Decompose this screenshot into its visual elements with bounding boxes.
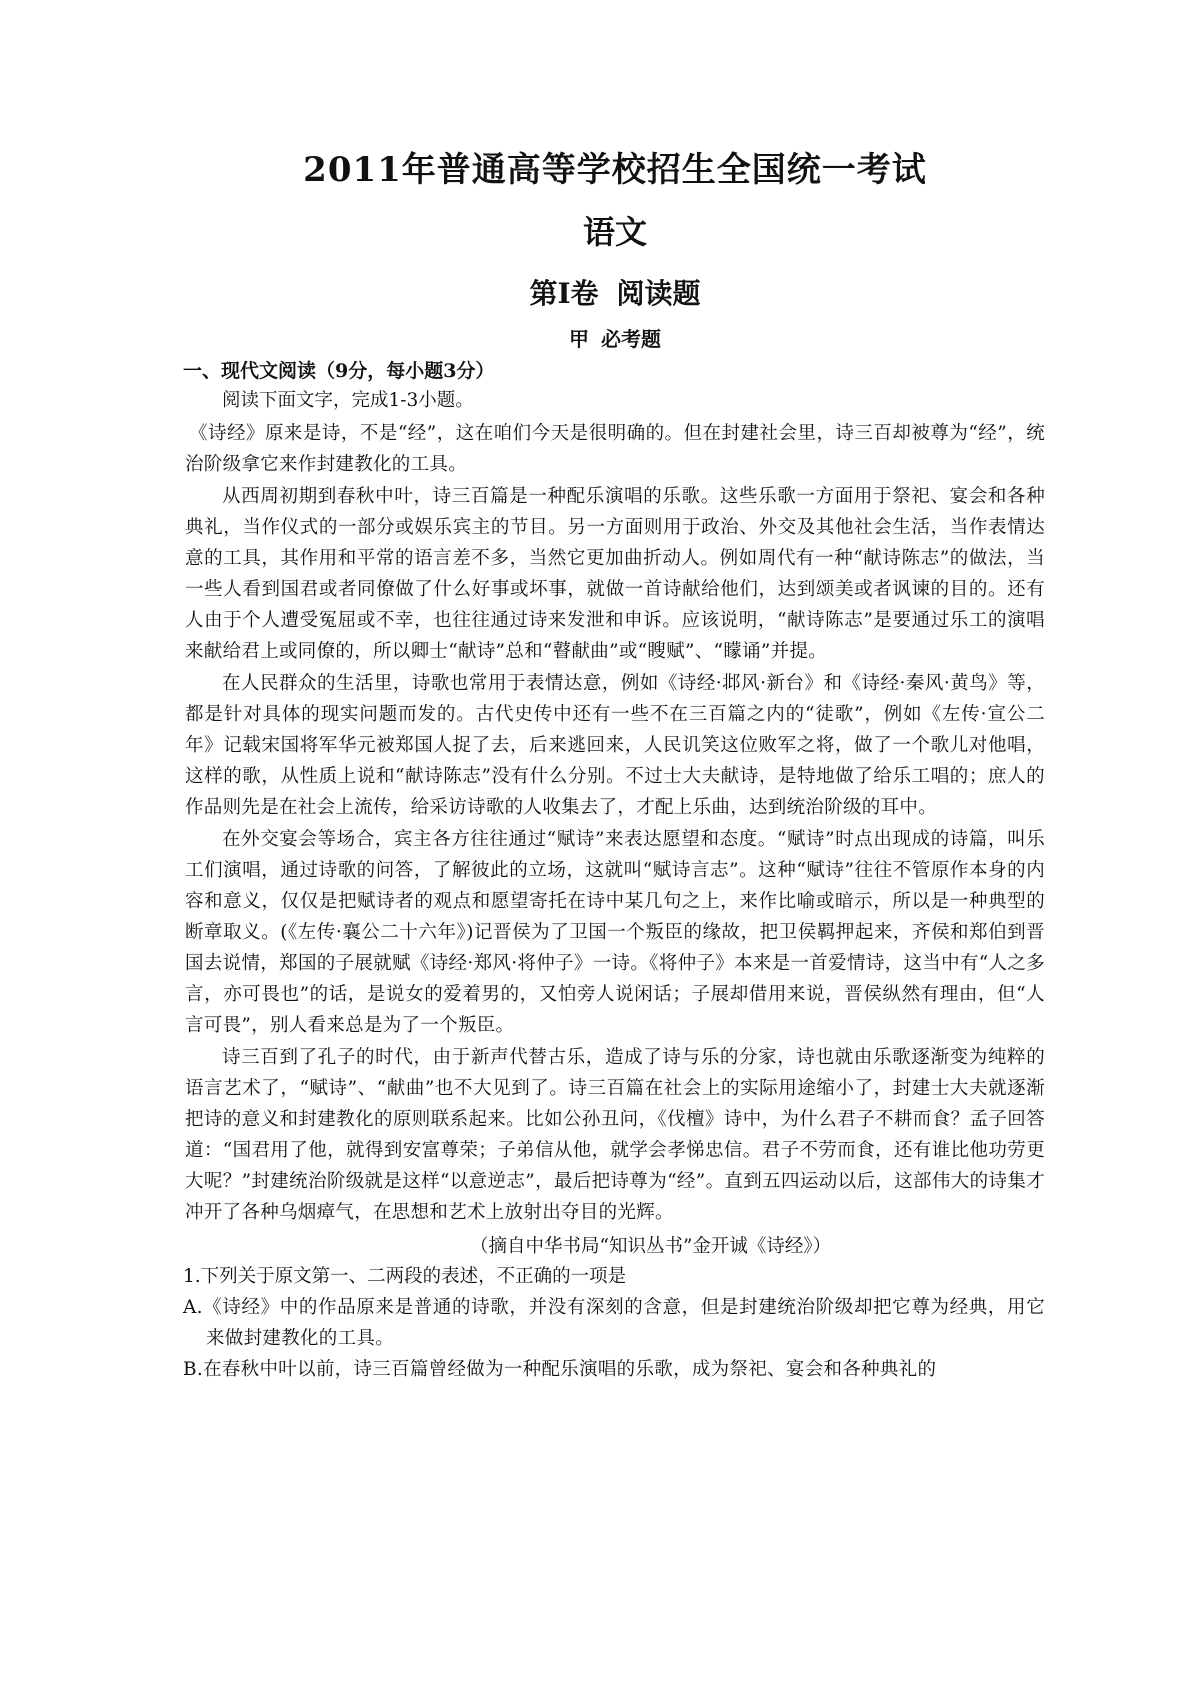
exam-title: 2011年普通高等学校招生全国统一考试 [303,150,927,190]
question-1-option-b: B.在春秋中叶以前，诗三百篇曾经做为一种配乐演唱的乐歌，成为祭祀、宴会和各种典礼的 [183,1359,937,1380]
exam-page [185,150,1045,1385]
part-label: 甲 [569,327,589,351]
passage-paragraph-5: 诗三百到了孔子的时代，由于新声代替古乐，造成了诗与乐的分家，诗也就由乐歌逐渐变为纯粹的语言艺术了，“赋诗”、“献曲”也不大见到了。诗三百篇在社会上的实际用途缩小了，封建士大夫就逐渐把诗的意义和封建教化的原则联系起来。比如公孙丑问，《伐檀》诗中，为什么君子不耕而食？孟子回答道：“国君用了他，就得到安富尊荣；子弟信从他，就学会孝悌忠信。君子不劳而食，还有谁比他功劳更大呢？”封建统治阶级就是这样“以意逆志”，最后把诗尊为“经”。直到五四运动以后，这部伟大的诗集才冲开了各种乌烟瘴气，在思想和艺术上放射出夺目的光辉。 [185,1047,1045,1223]
part-name: 必考题 [601,327,661,351]
part-heading [185,326,1045,352]
passage-paragraph-1: 《诗经》原来是诗，不是“经”，这在咱们今天是很明确的。但在封建社会里，诗三百却被尊为“经”，统治阶级拿它来作封建教化的工具。 [185,423,1045,475]
reading-instruction: 阅读下面文字，完成1-3小题。 [222,390,474,411]
question-1-stem: 1.下列关于原文第一、二两段的表述，不正确的一项是 [183,1266,627,1287]
passage-paragraph-4: 在外交宴会等场合，宾主各方往往通过“赋诗”来表达愿望和态度。“赋诗”时点出现成的诗篇，叫乐工们演唱，通过诗歌的问答，了解彼此的立场，这就叫“赋诗言志”。这种“赋诗”往往不管原作本身的内容和意义，仅仅是把赋诗者的观点和愿望寄托在诗中某几句之上，来作比喻或暗示，所以是一种典型的断章取义。(《左传·襄公二十六年》)记晋侯为了卫国一个叛臣的缘故，把卫侯羁押起来，齐侯和郑伯到晋国去说情，郑国的子展就赋《诗经·郑风·将仲子》一诗。《将仲子》本来是一首爱情诗，这当中有“人之多言，亦可畏也”的话，是说女的爱着男的，又怕旁人说闲话；子展却借用来说，晋侯纵然有理由，但“人言可畏”，别人看来总是为了一个叛臣。 [185,829,1045,1036]
volume-name: 阅读题 [616,277,701,310]
reading-passage [185,418,1045,1262]
passage-source: （摘自中华书局“知识丛书”金开诚《诗经》） [470,1236,832,1257]
question-1 [185,1262,1045,1385]
passage-paragraph-3: 在人民群众的生活里，诗歌也常用于表情达意，例如《诗经·邶风·新台》和《诗经·秦风·黄鸟》等，都是针对具体的现实问题而发的。古代史传中还有一些不在三百篇之内的“徒歌”，例如《左传·宣公二年》记载宋国将军华元被郑国人捉了去，后来逃回来，人民讥笑这位败军之将，做了一个歌儿对他唱，这样的歌，从性质上说和“献诗陈志”没有什么分别。不过士大夫献诗，是特地做了给乐工唱的；庶人的作品则先是在社会上流传，给采访诗歌的人收集去了，才配上乐曲，达到统治阶级的耳中。 [185,673,1045,818]
volume-heading [185,276,1045,312]
question-1-option-a: A.《诗经》中的作品原来是普通的诗歌，并没有深刻的含意，但是封建统治阶级却把它尊为经典，用它来做封建教化的工具。 [183,1297,1045,1349]
section-heading: 一、现代文阅读（9分，每小题3分） [183,360,495,382]
volume-label: 第I卷 [529,277,599,310]
passage-paragraph-2: 从西周初期到春秋中叶，诗三百篇是一种配乐演唱的乐歌。这些乐歌一方面用于祭祀、宴会和各种典礼，当作仪式的一部分或娱乐宾主的节目。另一方面则用于政治、外交及其他社会生活，当作表情达意的工具，其作用和平常的语言差不多，当然它更加曲折动人。例如周代有一种“献诗陈志”的做法，当一些人看到国君或者同僚做了什么好事或坏事，就做一首诗献给他们，达到颂美或者讽谏的目的。还有人由于个人遭受冤屈或不幸，也往往通过诗来发泄和申诉。应该说明，“献诗陈志”是要通过乐工的演唱来献给君上或同僚的，所以卿士“献诗”总和“瞽献曲”或“瞍赋”、“矇诵”并提。 [185,486,1045,662]
subject-title: 语文 [582,213,647,251]
